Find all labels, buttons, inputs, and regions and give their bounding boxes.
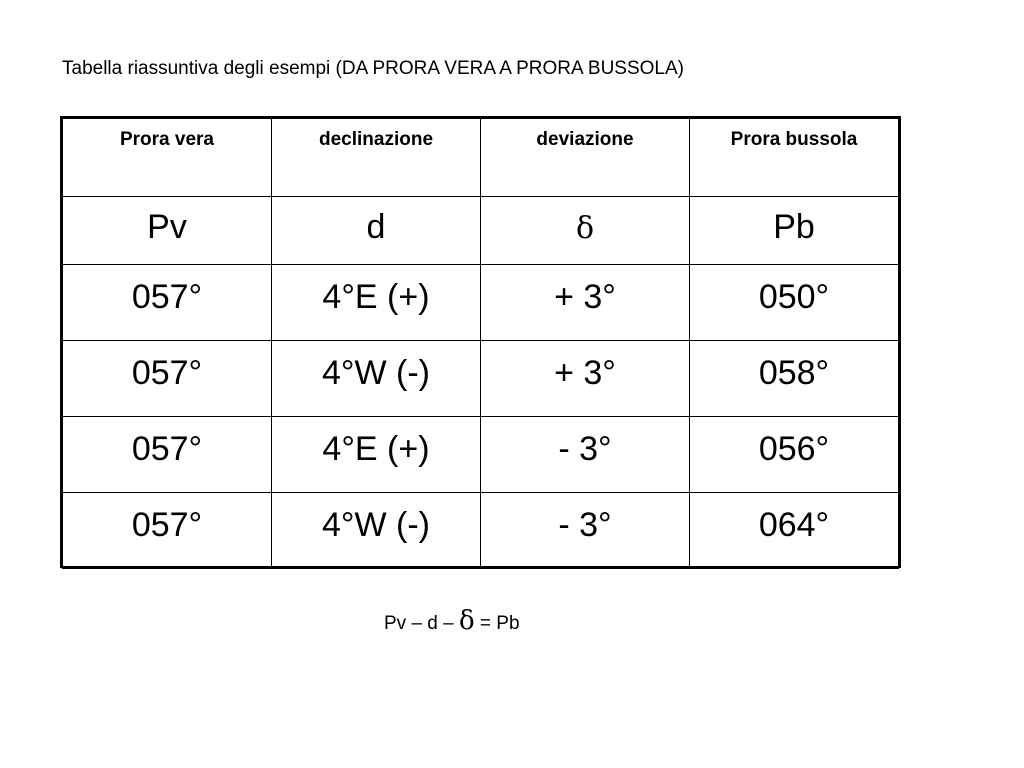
symbol-row — [63, 197, 899, 265]
formula-right: = Pb — [474, 613, 520, 634]
symbol-cell-pv: Pv — [63, 197, 272, 265]
header-row — [63, 119, 899, 197]
header-cell-prora-bussola: Prora bussola — [690, 119, 899, 197]
symbol-cell-pb: Pb — [690, 197, 899, 265]
header-cell-declinazione: declinazione — [272, 119, 481, 197]
table-cell: 056° — [690, 417, 899, 493]
header-cell-prora-vera: Prora vera — [63, 119, 272, 197]
formula-delta-symbol: δ — [459, 606, 475, 636]
table-cell: 057° — [63, 265, 272, 341]
table-row — [63, 417, 899, 493]
table-cell: 050° — [690, 265, 899, 341]
table-cell: + 3° — [481, 265, 690, 341]
symbol-cell-d: d — [272, 197, 481, 265]
table-cell: 057° — [63, 341, 272, 417]
table-cell: 4°E (+) — [272, 265, 481, 341]
table-row — [63, 493, 899, 569]
symbol-cell-delta: δ — [481, 197, 690, 265]
table-cell: 057° — [63, 493, 272, 569]
table-row — [63, 265, 899, 341]
summary-table — [60, 116, 901, 568]
table-cell: 4°E (+) — [272, 417, 481, 493]
table-cell: - 3° — [481, 493, 690, 569]
table-cell: + 3° — [481, 341, 690, 417]
table-cell: 4°W (-) — [272, 341, 481, 417]
table-cell: - 3° — [481, 417, 690, 493]
formula-left: Pv – d – — [384, 613, 459, 634]
table-cell: 064° — [690, 493, 899, 569]
table-cell: 4°W (-) — [272, 493, 481, 569]
table-cell: 057° — [63, 417, 272, 493]
table-cell: 058° — [690, 341, 899, 417]
header-cell-deviazione: deviazione — [481, 119, 690, 197]
table-row — [63, 341, 899, 417]
formula — [384, 606, 520, 639]
page-title: Tabella riassuntiva degli esempi (DA PRORA VERA A PRORA BUSSOLA) — [62, 58, 684, 79]
